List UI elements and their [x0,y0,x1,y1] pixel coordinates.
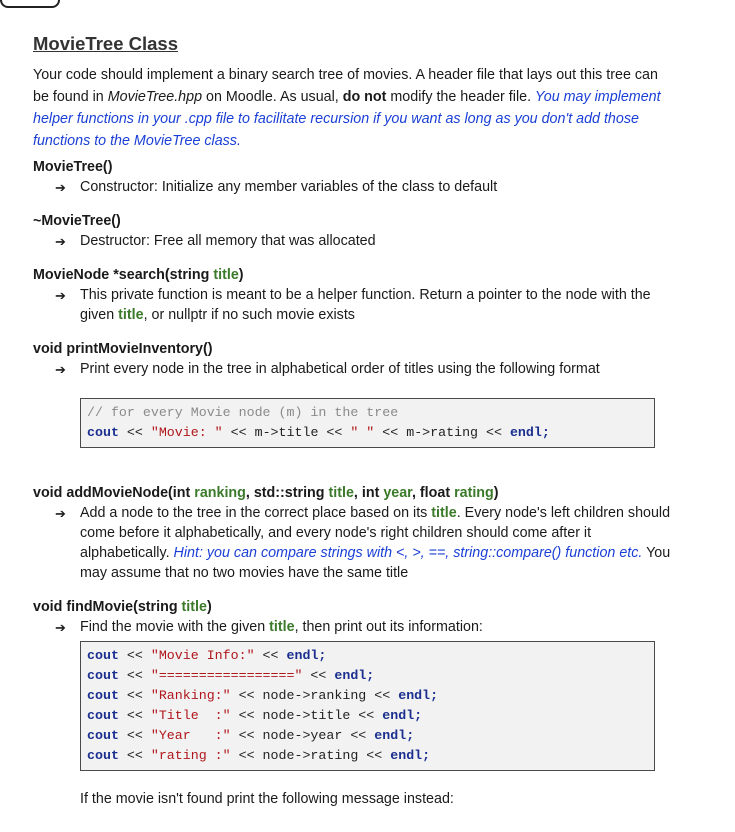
code-block-find [80,641,655,771]
method-signature: void addMovieNode(int ranking, std::string title, int year, float rating) [33,485,499,501]
method-signature: MovieNode *search(string title) [33,267,244,283]
intro-paragraph [33,64,673,152]
method-constructor [33,157,673,198]
code-line: cout << "rating :" << node->rating << endl; [87,748,431,763]
arrow-right-icon: ➔ [55,288,66,303]
method-description: ➔ Print every node in the tree in alphabetical order of titles using the following format [55,359,673,380]
code-line: cout << "Ranking:" << node->ranking << endl; [87,688,439,703]
arrow-right-icon: ➔ [55,620,66,635]
method-find-movie [33,597,673,771]
arrow-right-icon: ➔ [55,506,66,521]
intro-text: Your code should implement a binary search tree of movies. A header file that lays out this tree can be found in [33,67,658,105]
intro-emphasis: do not [342,89,387,105]
method-description: ➔ Destructor: Free all memory that was allocated [55,231,673,252]
method-description: ➔ Find the movie with the given title, then print out its information: [55,617,673,638]
method-print-inventory [33,339,673,448]
code-block-print [80,398,655,448]
header-filename: MovieTree.hpp [107,89,203,105]
intro-text: on Moodle. As usual, [202,89,343,105]
method-search [33,265,673,325]
section-title: MovieTree Class [33,33,178,54]
code-line: cout << "Movie: " << m->title << " " << m->rating << endl; [87,425,550,440]
arrow-right-icon: ➔ [55,234,66,249]
arrow-right-icon: ➔ [55,180,66,195]
method-signature: MovieTree() [33,159,113,175]
method-description: ➔ Constructor: Initialize any member variables of the class to default [55,177,673,198]
method-signature: ~MovieTree() [33,213,121,229]
helper-note: You may implement helper functions in your .cpp file to facilitate recursion if you want as long as you don't add those functions to the MovieTree class. [33,89,661,149]
not-found-note: If the movie isn't found print the following message instead: [80,791,454,807]
code-line: cout << "Year :" << node->year << endl; [87,728,415,743]
code-line: // for every Movie node (m) in the tree [87,405,399,420]
code-line: cout << "Title :" << node->title << endl; [87,708,423,723]
method-signature: void findMovie(string title) [33,599,212,615]
method-add-movie-node [33,483,673,583]
code-line: cout << "=================" << endl; [87,668,375,683]
method-description: ➔ Add a node to the tree in the correct place based on its title. Every node's left children should come before it alphabetically, and every node's right children should come after it alphabetically. Hint: you can compare strings with <, >, ==, string::compare() function etc. You may assume that no two movies have the same title [55,505,671,581]
arrow-right-icon: ➔ [55,362,66,377]
intro-text: modify the header file. [386,89,536,105]
method-destructor [33,211,673,252]
page-corner-decoration [0,0,60,8]
method-description: ➔ This private function is meant to be a helper function. Return a pointer to the node with the given title, or nullptr if no such movie exists [55,287,651,323]
method-signature: void printMovieInventory() [33,341,213,357]
code-line: cout << "Movie Info:" << endl; [87,648,327,663]
